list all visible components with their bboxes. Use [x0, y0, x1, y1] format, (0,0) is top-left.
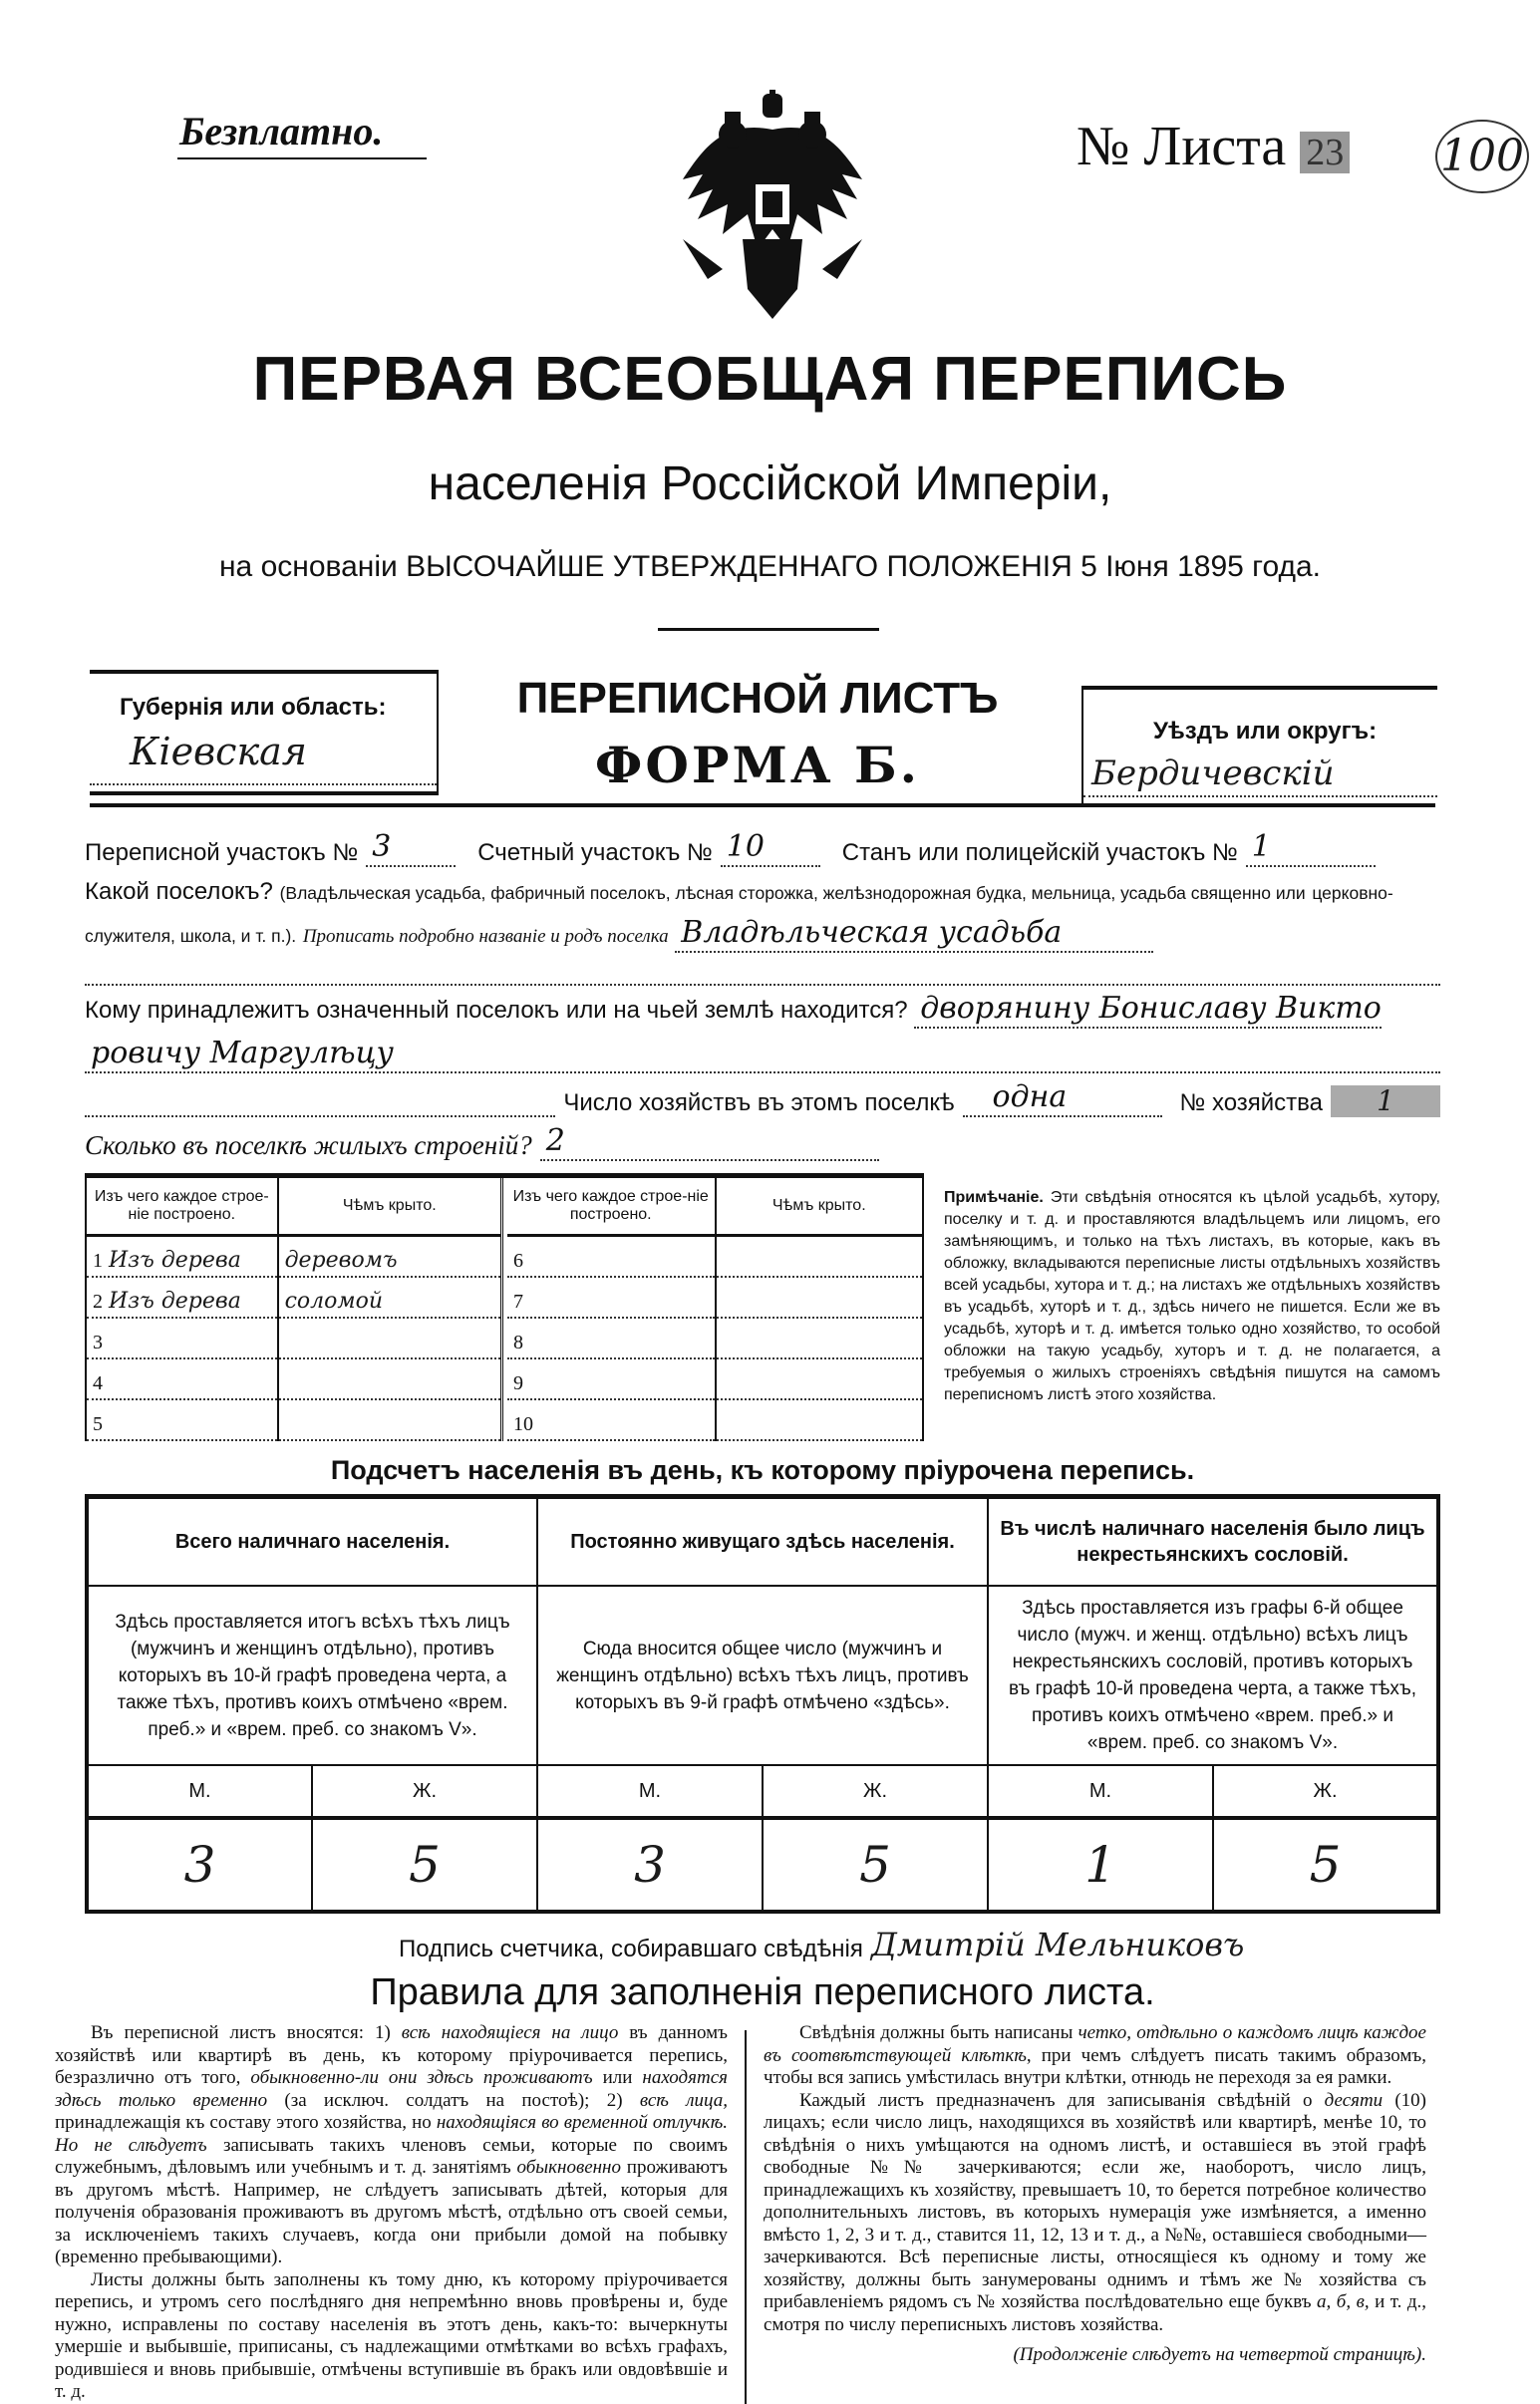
female-header: Ж. — [1213, 1765, 1438, 1818]
owner-value-2[interactable]: ровичу Маргулѣцу — [85, 1036, 1440, 1073]
rules-paragraph — [764, 2090, 1426, 2337]
sheet-number-label: № Листа — [1077, 116, 1287, 177]
nonpeasant-male-value[interactable]: 1 — [988, 1818, 1213, 1912]
buildings-section — [85, 1173, 1440, 1441]
present-male-value[interactable]: 3 — [87, 1818, 312, 1912]
sheet-number-value: 23 — [1300, 132, 1350, 173]
form-name: ФОРМА Б. — [594, 736, 921, 794]
rules-paragraph — [55, 2022, 728, 2269]
pop-col-1-header: Всего наличнаго населенія. — [87, 1497, 537, 1587]
rules-text-segment: четко, отдѣльно о каждомъ лицѣ каждое въ соотвѣтствующей клѣткѣ — [764, 2022, 1426, 2066]
households-row — [85, 1073, 1440, 1117]
signature-value[interactable]: Дмитрій Мельниковъ — [870, 1926, 1245, 1963]
free-label: Безплатно. — [179, 109, 384, 153]
counting-district-label: Счетный участокъ № — [477, 839, 713, 866]
female-header: Ж. — [312, 1765, 537, 1818]
uezd-value: Бердичевскій — [1091, 753, 1335, 793]
building-material-cell[interactable] — [507, 1318, 716, 1358]
pop-col-1-desc: Здѣсь проставляется итогъ всѣхъ тѣхъ лицъ (мужчинъ и женщинъ отдѣльно), противъ которыхъ въ 10-й графѣ проведена черта, а также тѣхъ, противъ коихъ отмѣчено «врем. преб.» и «врем. преб. со знакомъ V». — [87, 1586, 537, 1765]
note-text: Эти свѣдѣнія относятся къ цѣлой усадьбѣ, хутору, поселку и т. д. и проставляются владѣльцемъ или лицомъ, его замѣняющимъ, и только на тѣхъ листахъ, въ которые, какъ въ обложку, вкладываются переписные листы отдѣльныхъ хозяйствъ всей усадьбы, хутора и т. д.; на листахъ же отдѣльныхъ хозяйствъ въ усадьбѣ, хуторѣ и т. д., здѣсь ничего не пишется. Если же въ усадьбѣ, хуторѣ и т. д. имѣется только одно хозяйство, то особой обложки на такую усадьбу, хуторъ и т. д. не полагается, а требуемыя о жилыхъ строеніяхъ свѣдѣнія пишутся на самомъ переписномъ листѣ этого хозяйства. — [944, 1189, 1440, 1403]
uezd-dotline — [1083, 795, 1437, 797]
permanent-female-value[interactable]: 5 — [763, 1818, 988, 1912]
building-row — [87, 1318, 502, 1358]
building-roof[interactable] — [278, 1318, 502, 1358]
building-number: 4 — [93, 1372, 103, 1394]
rules-text-segment: Листы должны быть заполнены къ тому дню, къ которому пріурочивается перепись, и утромъ сего послѣдняго дня непремѣнно вновь провѣрены и, буде нужно, исправлены по составу населенія въ этотъ день, какъ-то: вычеркнуты умершіе и выбывшіе, приписаны, съ надлежащими отмѣтками во всѣхъ графахъ, родившіеся и вновь прибывшіе, отмѣчены вступившіе въ бракъ или овдовѣвшіе и т. д. — [55, 2268, 728, 2402]
rules-text-segment: проживаютъ въ другомъ мѣстѣ. Например, не слѣдуетъ записывать дѣтей, которыя для полученія образованія проживаютъ въ другомъ мѣстѣ, отдѣльно отъ своей семьи, за исключеніемъ такихъ случаевъ, когда они прибыли домой на побывку (временно пребывающими). — [55, 2157, 728, 2267]
building-number: 1 — [93, 1250, 103, 1272]
col-roof-header: Чѣмъ крыто. — [716, 1178, 924, 1236]
building-row — [87, 1358, 502, 1399]
rules-text-segment: , при чемъ слѣдуетъ писать такимъ образомъ, чтобы вся запись умѣстилась внутри клѣтки, отнюдь не переходя за ея рамки. — [764, 2044, 1426, 2088]
rules-text-segment: находятся здѣсь только временно — [55, 2067, 728, 2111]
settlement-dotline — [85, 958, 1440, 986]
gubernia-label: Губернія или область: — [120, 694, 387, 721]
building-roof[interactable]: деревомъ — [278, 1236, 502, 1278]
rules-text-segment: всѣ находящіеся на лицо — [401, 2022, 619, 2043]
nonpeasant-female-value[interactable]: 5 — [1213, 1818, 1438, 1912]
building-row — [507, 1358, 923, 1399]
building-material-cell[interactable] — [87, 1399, 278, 1440]
building-row — [507, 1399, 923, 1440]
header-bottom-rule — [90, 803, 1435, 807]
rules-text-segment: обыкновенно-ли они здѣсь проживаютъ — [250, 2067, 593, 2088]
building-material-cell[interactable] — [507, 1358, 716, 1399]
building-row — [87, 1399, 502, 1440]
subtitle: населенія Россійской Имперіи, — [428, 457, 1112, 510]
building-number: 7 — [513, 1291, 523, 1313]
pop-col-3-header: Въ числѣ наличнаго населенія было лицъ некрестьянскихъ сословій. — [988, 1497, 1438, 1587]
owner-row — [85, 990, 1440, 1032]
rules-text-segment: и т. д., смотря по числу переписныхъ листовъ хозяйства. — [764, 2291, 1426, 2335]
gubernia-value: Кіевская — [130, 730, 307, 773]
buildings-label: Сколько въ поселкѣ жилыхъ строеній? — [85, 1130, 532, 1160]
rules-text-segment: записывать такихъ членовъ семьи, которые по своимъ служебнымъ, дѣловымъ или учебнымъ и т. д. занятіямъ — [55, 2134, 729, 2178]
archive-mark: 100 — [1435, 120, 1529, 193]
households-dotline — [85, 1091, 555, 1117]
stan-value[interactable]: 1 — [1246, 829, 1376, 867]
gubernia-box — [90, 670, 439, 795]
rules-right-column — [764, 2022, 1426, 2336]
building-number: 3 — [93, 1332, 103, 1353]
buildings-table — [85, 1173, 924, 1441]
uezd-box — [1081, 686, 1437, 804]
permanent-male-value[interactable]: 3 — [537, 1818, 763, 1912]
sheet-title: ПЕРЕПИСНОЙ ЛИСТЪ — [516, 674, 999, 723]
building-row — [507, 1236, 923, 1278]
buildings-table-left — [87, 1178, 503, 1441]
continued-note: (Продолженіе слѣдуетъ на четвертой страницѣ). — [1013, 2344, 1426, 2365]
rules-text-segment: Каждый листъ предназначенъ для записыванія свѣдѣній о — [799, 2089, 1325, 2111]
rules-text-segment: (10) лицахъ; если число лицъ, находящихся въ хозяйствѣ или квартирѣ, менѣе 10, то свѣдѣнія о нихъ умѣщаются на одномъ листѣ, и оставшіеся въ этой графѣ свободные №№ зачеркиваются; если же, наоборотъ, число лицъ, принадлежащихъ къ хозяйству, превышаетъ 10, то берется потребное количество дополнительныхъ листовъ, въ которыхъ нумерація уже измѣняется, а именно вмѣсто 1, 2, 3 и т. д., ставится 11, 12, 13 и т. д., а №№, оставшіеся свободными—зачеркиваются. Всѣ переписные листы, относящіеся къ одному и тому же хозяйству, должны быть занумерованы однимъ и тѣмъ же № хозяйства съ прибавленіемъ рядомъ съ № хозяйства послѣдовательно еще буквъ — [764, 2089, 1427, 2312]
rules-text-segment: находящіяся во временной отлучкѣ. Но не слѣдуетъ — [55, 2112, 728, 2156]
pop-col-3-desc: Здѣсь проставляется изъ графы 6-й общее число (мужч. и женщ. отдѣльно) всѣхъ лицъ некрестьянскихъ сословій, противъ которыхъ въ графѣ 10-й проведена черта, а также тѣхъ, противъ коихъ отмѣчено «врем. преб.» и «врем. преб. со знакомъ V». — [988, 1586, 1438, 1765]
legal-basis: на основаніи ВЫСОЧАЙШЕ УТВЕРЖДЕННАГО ПОЛОЖЕНІЯ 5 Іюня 1895 года. — [218, 550, 1321, 583]
col-material-header: Изъ чего каждое строе-ніе построено. — [87, 1178, 278, 1236]
male-header: М. — [537, 1765, 763, 1818]
building-roof[interactable] — [716, 1277, 924, 1318]
divider — [658, 628, 879, 631]
census-district-value[interactable]: 3 — [366, 829, 456, 867]
rules-paragraph — [55, 2269, 728, 2404]
col-roof-header: Чѣмъ крыто. — [278, 1178, 502, 1236]
building-material-cell[interactable] — [87, 1358, 278, 1399]
female-header: Ж. — [763, 1765, 988, 1818]
rules-text-segment: десяти — [1324, 2089, 1384, 2111]
settlement-hint-2: церковно-служителя, школа, и т. п.). — [85, 883, 1393, 946]
building-number: 2 — [93, 1291, 103, 1313]
counting-district-value[interactable]: 10 — [721, 829, 820, 867]
owner-value-1[interactable]: дворянину Бониславу Викто — [914, 991, 1382, 1029]
building-number: 9 — [513, 1372, 523, 1394]
male-header: М. — [87, 1765, 312, 1818]
building-row — [507, 1318, 923, 1358]
building-number: 5 — [93, 1413, 103, 1435]
building-roof[interactable] — [716, 1358, 924, 1399]
building-row — [87, 1277, 502, 1318]
rules-text-segment: (за исключ. солдатъ на постоѣ); 2) — [267, 2089, 640, 2111]
col-material-header: Изъ чего каждое строе-ніе построено. — [507, 1178, 716, 1236]
settlement-hint: (Владѣльческая усадьба, фабричный поселокъ, лѣсная сторожка, желѣзнодорожная будка, мельница, усадьба священно или — [279, 883, 1306, 903]
rules-paragraph — [764, 2022, 1426, 2090]
building-roof[interactable] — [716, 1236, 924, 1278]
building-row — [87, 1236, 502, 1278]
rules-title: Правила для заполненія переписного листа. — [370, 1971, 1155, 2013]
buildings-note — [944, 1187, 1440, 1406]
uezd-label: Уѣздъ или округъ: — [1153, 718, 1378, 745]
household-no-value[interactable]: 1 — [1331, 1085, 1440, 1117]
owner-label: Кому принадлежитъ означенный поселокъ или на чьей землѣ находится? — [85, 997, 908, 1024]
rules-text-segment: всѣ лица, — [639, 2089, 729, 2111]
building-material: Изъ дерева — [109, 1248, 241, 1273]
settlement-label: Какой поселокъ? — [85, 878, 273, 905]
building-number: 10 — [513, 1413, 533, 1435]
building-roof[interactable] — [278, 1399, 502, 1440]
pop-col-2-header: Постоянно живущаго здѣсь населенія. — [537, 1497, 988, 1587]
pop-col-2-desc: Сюда вносится общее число (мужчинъ и женщинъ отдѣльно) всѣхъ тѣхъ лицъ, противъ которыхъ въ 9-й графѣ отмѣчено «здѣсь». — [537, 1586, 988, 1765]
building-material-cell[interactable] — [507, 1236, 716, 1278]
buildings-table-right — [507, 1178, 924, 1441]
building-roof[interactable]: соломой — [278, 1277, 502, 1318]
households-label: Число хозяйствъ въ этомъ поселкѣ — [563, 1089, 955, 1116]
households-value[interactable]: одна — [963, 1079, 1162, 1117]
form-body — [55, 823, 1440, 2404]
rules-text-segment: а, б, в, — [1317, 2291, 1370, 2312]
buildings-value[interactable]: 2 — [540, 1123, 879, 1161]
rules-text-segment: въ данномъ хозяйствѣ или квартирѣ въ день, къ которому пріурочивается перепись, безразлично отъ того, — [55, 2022, 728, 2088]
settlement-instruction: Прописать подробно названіе и родъ поселка — [302, 926, 669, 947]
rules-text-segment: Свѣдѣнія должны быть написаны — [799, 2022, 1078, 2043]
building-material-cell[interactable] — [507, 1399, 716, 1440]
imperial-eagle-emblem — [663, 90, 882, 329]
building-number: 6 — [513, 1250, 523, 1272]
building-roof[interactable] — [278, 1358, 502, 1399]
note-title: Примѣчаніе. — [944, 1189, 1044, 1206]
census-district-label: Переписной участокъ № — [85, 839, 359, 866]
building-material: Изъ дерева — [109, 1289, 241, 1314]
population-table — [85, 1494, 1440, 1914]
enumerator-signature-row — [85, 1920, 1440, 1963]
rules-columns — [55, 2022, 1440, 2404]
sheet-number — [1077, 115, 1350, 178]
rules-text-segment: Въ переписной листъ вносятся: 1) — [91, 2022, 402, 2043]
building-roof[interactable] — [716, 1318, 924, 1358]
rules-text-segment: принадлежащія къ составу этого хозяйства, но — [55, 2112, 437, 2133]
building-roof[interactable] — [716, 1399, 924, 1440]
building-material-cell[interactable] — [87, 1236, 278, 1278]
building-number: 8 — [513, 1332, 523, 1353]
stan-label: Станъ или полицейскій участокъ № — [841, 839, 1238, 866]
male-header: М. — [988, 1765, 1213, 1818]
settlement-value[interactable]: Владѣльческая усадьба — [675, 915, 1153, 953]
rules-column-divider — [745, 2030, 747, 2404]
district-row — [85, 823, 1440, 867]
household-no-label: № хозяйства — [1179, 1089, 1323, 1116]
building-material-cell[interactable] — [507, 1277, 716, 1318]
free-label-underline — [177, 157, 427, 159]
building-row — [507, 1277, 923, 1318]
gubernia-dotline — [90, 783, 437, 785]
rules-left-column — [55, 2022, 728, 2404]
settlement-row — [85, 871, 1440, 958]
buildings-row — [85, 1117, 1440, 1161]
rules-text-segment: или — [592, 2067, 643, 2088]
rules-text-segment: обыкновенно — [516, 2157, 621, 2178]
building-material-cell[interactable] — [87, 1277, 278, 1318]
building-material-cell[interactable] — [87, 1318, 278, 1358]
rules-right-wrapper — [764, 2022, 1426, 2404]
signature-label: Подпись счетчика, собиравшаго свѣдѣнія — [399, 1936, 863, 1962]
population-title: Подсчетъ населенія въ день, къ которому пріурочена перепись. — [330, 1455, 1195, 1485]
main-title: ПЕРВАЯ ВСЕОБЩАЯ ПЕРЕПИСЬ — [252, 345, 1288, 414]
present-female-value[interactable]: 5 — [312, 1818, 537, 1912]
